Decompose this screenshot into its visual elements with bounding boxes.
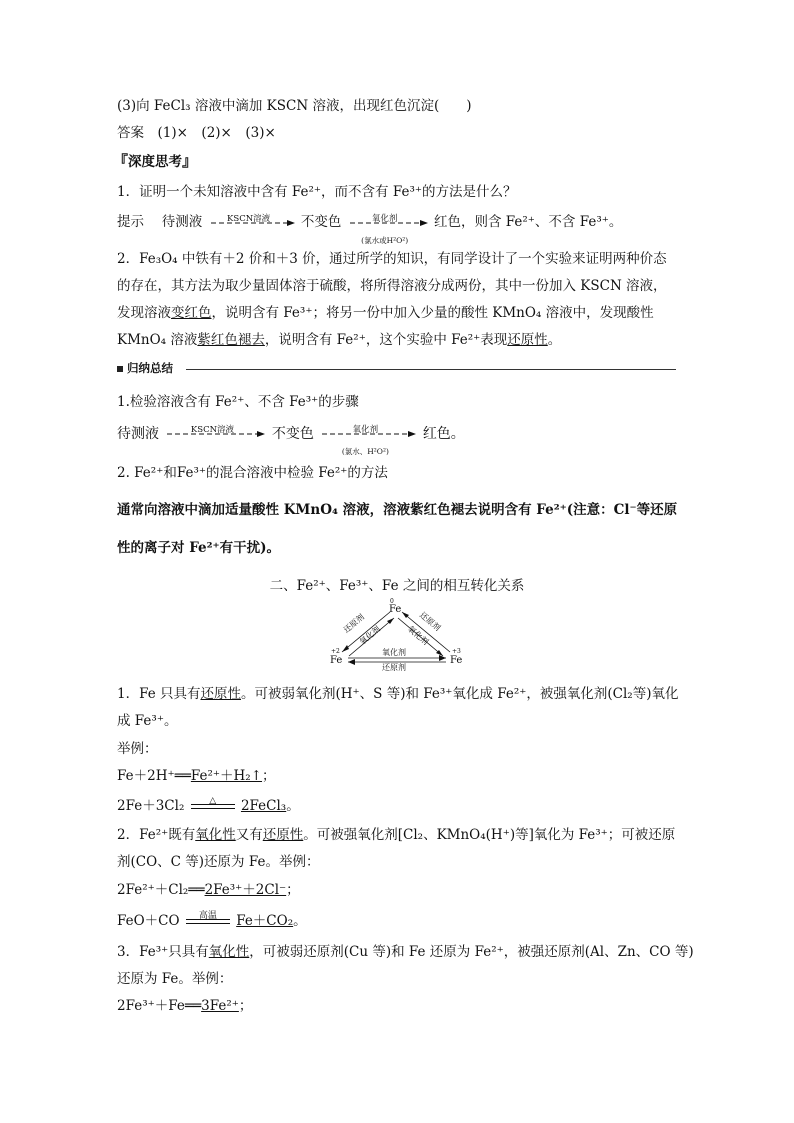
deep2-l3b: ，说明含有 Fe³⁺；将另一份中加入少量的酸性 KMnO₄ 溶液中，发现酸性 bbox=[211, 305, 654, 321]
conversion-triangle bbox=[322, 598, 472, 672]
s1-arrow-oxidant-top: 氧化剂 bbox=[352, 425, 379, 435]
p2-l1a: 2．Fe²⁺既有 bbox=[117, 827, 196, 843]
p1-line2: 成 Fe³⁺。 bbox=[117, 713, 178, 729]
p2-line2: 剂(CO、C 等)还原为 Fe。举例： bbox=[117, 854, 320, 870]
deep2-line3 bbox=[117, 303, 654, 323]
deep2-l4a: KMnO₄ 溶液 bbox=[117, 332, 198, 348]
fe0-label: Fe bbox=[389, 604, 402, 615]
deep2-line2: 的存在，其方法为取少量固体溶于硫酸，将所得溶液分成两份，其中一份加入 KSCN 溶液， bbox=[117, 278, 667, 294]
hint-start: 待测液 bbox=[161, 214, 203, 230]
question-3: (3)向 FeCl₃ 溶液中滴加 KSCN 溶液，出现红色沉淀( ) bbox=[117, 98, 472, 114]
deep2-l4c: 。 bbox=[547, 332, 562, 348]
p2-l1b: 。可被强氧化剂[Cl₂、KMnO₄(H⁺)等]氧化为 Fe³⁺；可被还原 bbox=[303, 827, 676, 843]
s1-arrow-kscn-label: KSCN溶液 bbox=[190, 425, 235, 435]
high-temp-condition: 高温 bbox=[198, 910, 217, 921]
summary-s1-flow bbox=[117, 424, 465, 456]
p2-eq2-product: Fe＋CO₂ bbox=[236, 913, 294, 929]
answer-label: 答案 bbox=[117, 125, 144, 141]
p1-eq1-b: ； bbox=[262, 768, 276, 784]
summary-s1-title: 1.检验溶液含有 Fe²⁺、不含 Fe³⁺的步骤 bbox=[117, 394, 359, 410]
p1-eq1 bbox=[117, 766, 276, 786]
s1-end: 红色。 bbox=[422, 426, 465, 442]
p1-eq1-a: Fe＋2H⁺══ bbox=[117, 768, 191, 784]
summary-s2-title: 2. Fe²⁺和Fe³⁺的混合溶液中检验 Fe²⁺的方法 bbox=[117, 465, 388, 481]
p1-eq2-a: 2Fe＋3Cl₂ bbox=[117, 798, 185, 814]
p3-line1 bbox=[117, 942, 694, 962]
p2-eq2-b: 。 bbox=[293, 913, 307, 929]
p2-oxidizing: 氧化性 bbox=[195, 827, 236, 843]
p1-eq2-b: 。 bbox=[286, 798, 300, 814]
s1-arrow-oxidant bbox=[320, 425, 416, 456]
right-outer-label: 还原剂 bbox=[417, 610, 443, 633]
p3-l1b: ，可被弱还原剂(Cu 等)和 Fe 还原为 Fe²⁺，被强还原剂(Al、Zn、CO 等) bbox=[249, 944, 694, 960]
p2-eq2-a: FeO＋CO bbox=[117, 913, 180, 929]
arrow-oxidant-top: 氧化剂 bbox=[371, 213, 398, 224]
heat-condition: △ bbox=[209, 795, 217, 806]
fe2-ox: +2 bbox=[331, 648, 340, 655]
arrow-oxidant bbox=[348, 213, 428, 245]
summary-header bbox=[117, 358, 173, 378]
left-inner-label: 氧化剂 bbox=[357, 624, 383, 647]
p2-eq1-b: ； bbox=[286, 882, 300, 898]
answer-text: (1)× (2)× (3)× bbox=[157, 125, 276, 141]
p2-line1 bbox=[117, 825, 675, 845]
p1-line1 bbox=[117, 684, 678, 704]
answer-purple-fade: 紫红色褪去 bbox=[197, 332, 265, 348]
p3-eq1 bbox=[117, 996, 252, 1016]
fe0-ox: 0 bbox=[390, 598, 394, 605]
right-inner-label: 氧化剂 bbox=[405, 624, 431, 647]
hint-label: 提示 bbox=[117, 214, 144, 230]
hint-mid: 不变色 bbox=[300, 214, 342, 230]
p2-eq1 bbox=[117, 880, 300, 900]
p3-eq1-product: 3Fe²⁺ bbox=[201, 998, 239, 1014]
p1-example: 举例： bbox=[117, 741, 158, 757]
p2-l1m: 又有 bbox=[235, 827, 263, 843]
p3-eq1-a: 2Fe³⁺＋Fe══ bbox=[117, 998, 202, 1014]
p1-l1a: 1．Fe 只具有 bbox=[117, 686, 201, 702]
p3-l1a: 3．Fe³⁺只具有 bbox=[117, 944, 209, 960]
arrow-oxidant-bot: (氯水或H²O²) bbox=[361, 235, 409, 245]
section-deep-thinking: 『深度思考』 bbox=[113, 152, 198, 170]
square-bullet-icon bbox=[117, 366, 123, 372]
fe3-ox: +3 bbox=[452, 648, 461, 655]
p3-eq1-b: ； bbox=[238, 998, 253, 1014]
section-deep-label: 深度思考 bbox=[128, 154, 183, 170]
s1-arrow-oxidant-bot: (氯水、H²O²) bbox=[341, 447, 389, 456]
summary-s2-line2: 性的离子对 Fe²⁺有干扰)。 bbox=[117, 540, 281, 556]
heat-equals-sign bbox=[189, 795, 237, 813]
deep2-l3a: 发现溶液 bbox=[117, 305, 171, 321]
s1-start: 待测液 bbox=[117, 426, 159, 442]
p2-eq1-product: 2Fe³⁺＋2Cl⁻ bbox=[204, 882, 287, 898]
s1-arrow-kscn bbox=[165, 425, 265, 440]
answer-reducing: 还原性 bbox=[507, 332, 548, 348]
p1-eq2 bbox=[117, 796, 300, 816]
deep2-line4 bbox=[117, 330, 561, 350]
deep2-line1: 2．Fe₃O₄ 中铁有＋2 价和＋3 价，通过所学的知识，有同学设计了一个实验来证明两种价态 bbox=[117, 251, 667, 267]
p1-l1b: 。可被弱氧化剂(H⁺、S 等)和 Fe³⁺氧化成 Fe²⁺，被强氧化剂(Cl₂等)氧化 bbox=[241, 686, 679, 702]
hint-end: 红色，则含 Fe²⁺、不含 Fe³⁺。 bbox=[433, 214, 623, 230]
deep2-l4b: ，说明含有 Fe²⁺，这个实验中 Fe²⁺表现 bbox=[264, 332, 508, 348]
p1-eq2-product: 2FeCl₃ bbox=[240, 798, 287, 814]
p3-line2: 还原为 Fe。举例： bbox=[117, 971, 233, 987]
bottom-bot-label: 还原剂 bbox=[382, 663, 406, 672]
answer-red: 变红色 bbox=[171, 305, 212, 321]
arrow-kscn bbox=[209, 213, 295, 229]
arrow-kscn-label: KSCN溶液 bbox=[227, 213, 271, 224]
section2-title: 二、Fe²⁺、Fe³⁺、Fe 之间的相互转化关系 bbox=[269, 578, 525, 594]
fe3-label: Fe bbox=[450, 655, 463, 666]
fe2-label: Fe bbox=[330, 655, 343, 666]
p2-eq1-a: 2Fe²⁺＋Cl₂══ bbox=[117, 882, 205, 898]
left-outer-label: 还原剂 bbox=[341, 612, 367, 635]
s1-mid: 不变色 bbox=[271, 426, 314, 442]
high-temp-equals-sign bbox=[184, 910, 232, 928]
p2-reducing: 还原性 bbox=[262, 827, 304, 843]
summary-divider bbox=[186, 369, 676, 370]
p3-oxidizing: 氧化性 bbox=[208, 944, 250, 960]
p1-eq1-product: Fe²⁺＋H₂↑ bbox=[190, 768, 263, 784]
deep1-question: 1．证明一个未知溶液中含有 Fe²⁺，而不含有 Fe³⁺的方法是什么？ bbox=[117, 184, 517, 200]
summary-s2-line1: 通常向溶液中滴加适量酸性 KMnO₄ 溶液，溶液紫红色褪去说明含有 Fe²⁺(注意：Cl⁻等还原 bbox=[117, 502, 678, 518]
deep1-hint bbox=[117, 212, 623, 245]
bottom-top-label: 氧化剂 bbox=[382, 648, 406, 657]
answer-line bbox=[117, 123, 276, 143]
summary-title: 归纳总结 bbox=[127, 361, 173, 375]
p2-eq2 bbox=[117, 911, 307, 931]
p1-reducing: 还原性 bbox=[200, 686, 241, 702]
